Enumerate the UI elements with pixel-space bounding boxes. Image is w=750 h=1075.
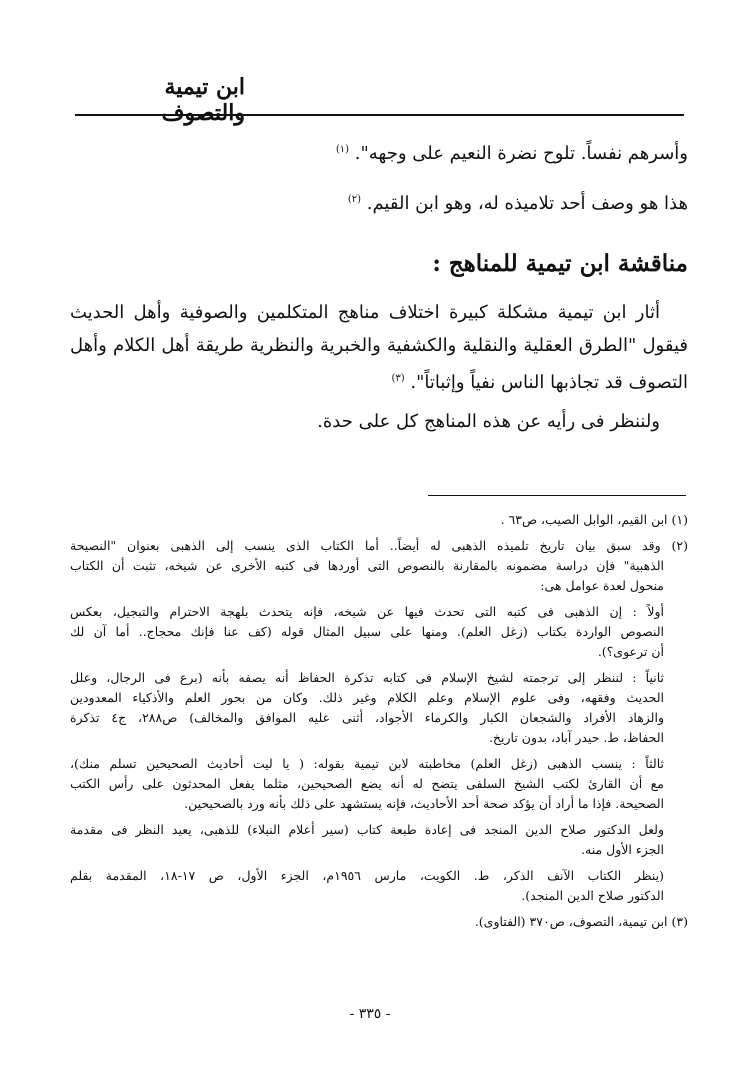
footnote-2-line: ثانياً : لننظر إلى ترجمته لشيخ الإسلام فى كتابه تذكرة الحفاظ أنه يصفه بأنه (برع فى الرجال، وعلل (70, 670, 664, 685)
footnote-2-line: أن ترعوى؟). (597, 644, 664, 659)
footnote-2-line: الصحيحة. فإذا ما أراد أن يؤكد صحة أحد الأحاديث، فإنه يستشهد على ذلك بأنه ورد بالصحيحين. (184, 796, 664, 811)
footnote-2-line: الحديث وفقهه، وفى علوم الإسلام وعلم الكلام وغير ذلك. وكان من بحور العلم والأذكياء المعدودين (70, 690, 664, 705)
body-line (70, 187, 688, 217)
body-line-text: وأسرهم نفساً. تلوح نضرة النعيم على وجهه". (354, 143, 688, 164)
footnote-2-line: الجزء الأول منه. (581, 842, 664, 857)
footnote-2-line: والزهاد الأفراد والشجعان الكبار والكرماء الأجواد، أثنى عليه الموافق والمخالف) ص٢٨٨، ج٤ تذكرة (70, 710, 664, 725)
header-rule (75, 114, 684, 116)
footnote-2-line: (٢) وقد سبق بيان تاريخ تلميذه الذهبى له أيضاً.. أما الكتاب الذى ينسب إلى الذهبى بعنوان "النصيحة (70, 538, 688, 553)
body-line: فيقول "الطرق العقلية والنقلية والكشفية والخبرية والنظرية طريقة أهل الكلام وأهل (70, 335, 688, 356)
footnote-2-line: الذهبية" فإن دراسة مضمونه بالمقارنة بالنصوص التى أوردها فى كتبه الأخرى عن شيخه، تثبت أن الكتاب (70, 558, 664, 573)
footnote-1: (١) ابن القيم، الوابل الصيب، ص٦٣ . (500, 512, 688, 527)
body-paragraph (70, 300, 688, 435)
body-line (70, 366, 688, 396)
body-text-top (70, 137, 688, 217)
footnote-2-line: ولعل الدكتور صلاح الدين المنجد فى إعادة طبعة كتاب (سير أعلام النبلاء) للذهبى، يعيد النظر فى مقدمة (70, 822, 664, 837)
footnote-2-line: الحفاظ، ط. حيدر آباد، بدون تاريخ. (488, 730, 664, 745)
footnote-2-line: (ينظر الكتاب الآنف الذكر، ط. الكويت، مارس ١٩٥٦م، الجزء الأول، ص ١٧-١٨، المقدمة بقلم (70, 868, 664, 883)
running-header: ابن تيمية والتصوف (161, 74, 245, 126)
footnotes (70, 510, 688, 932)
footnote-separator (428, 495, 686, 496)
footnote-ref: (٢) (347, 194, 361, 205)
footnote-ref: (١) (335, 144, 350, 155)
footnote-2-line: مع أن القارئ لكتب الشيخ السلفى يتضح له أنه يضع الصحيحين، مثلما يفعل المحدثون على رأس الكتب (70, 776, 664, 791)
footnote-2-line: الدكتور صلاح الدين المنجد). (521, 888, 664, 903)
footnote-ref: (٣) (391, 373, 405, 384)
footnote-3: (٣) ابن تيمية، التصوف، ص٣٧٠ (الفتاوى). (474, 914, 688, 929)
footnote-2-line: النصوص الواردة بكتاب (زغل العلم). ومنها على سبيل المثال قوله (كف عنا فإنك محجاج.. أما آن لك (70, 624, 664, 639)
footnote-2-line: أولاً : إن الذهبى فى كتبه التى تحدث فيها عن شيخه، فإنه يتحدث بلهجة الاحترام والتبجيل، بعكس (70, 604, 664, 619)
footnote-2-line: منحول لعدة عوامل هى: (540, 578, 664, 593)
footnote-2-line: ثالثاً : ينسب الذهبى (زغل العلم) مخاطبته لابن تيمية بقوله: ( يا ليت أحاديث الصحيحين تسلم منك)، (70, 756, 664, 771)
body-line-text: التصوف قد تجاذبها الناس نفياً وإثباتاً". (410, 372, 688, 393)
body-line-text: هذا هو وصف أحد تلاميذه له، وهو ابن القيم. (366, 193, 688, 214)
body-line: أثار ابن تيمية مشكلة كبيرة اختلاف مناهج المتكلمين والصوفية وأهل الحديث (70, 302, 660, 323)
body-line: ولننظر فى رأيه عن هذه المناهج كل على حدة. (317, 411, 660, 432)
section-heading: مناقشة ابن تيمية للمناهج : (432, 250, 688, 277)
body-line (70, 137, 688, 167)
page-number: - ٣٣٥ - (349, 1006, 391, 1022)
